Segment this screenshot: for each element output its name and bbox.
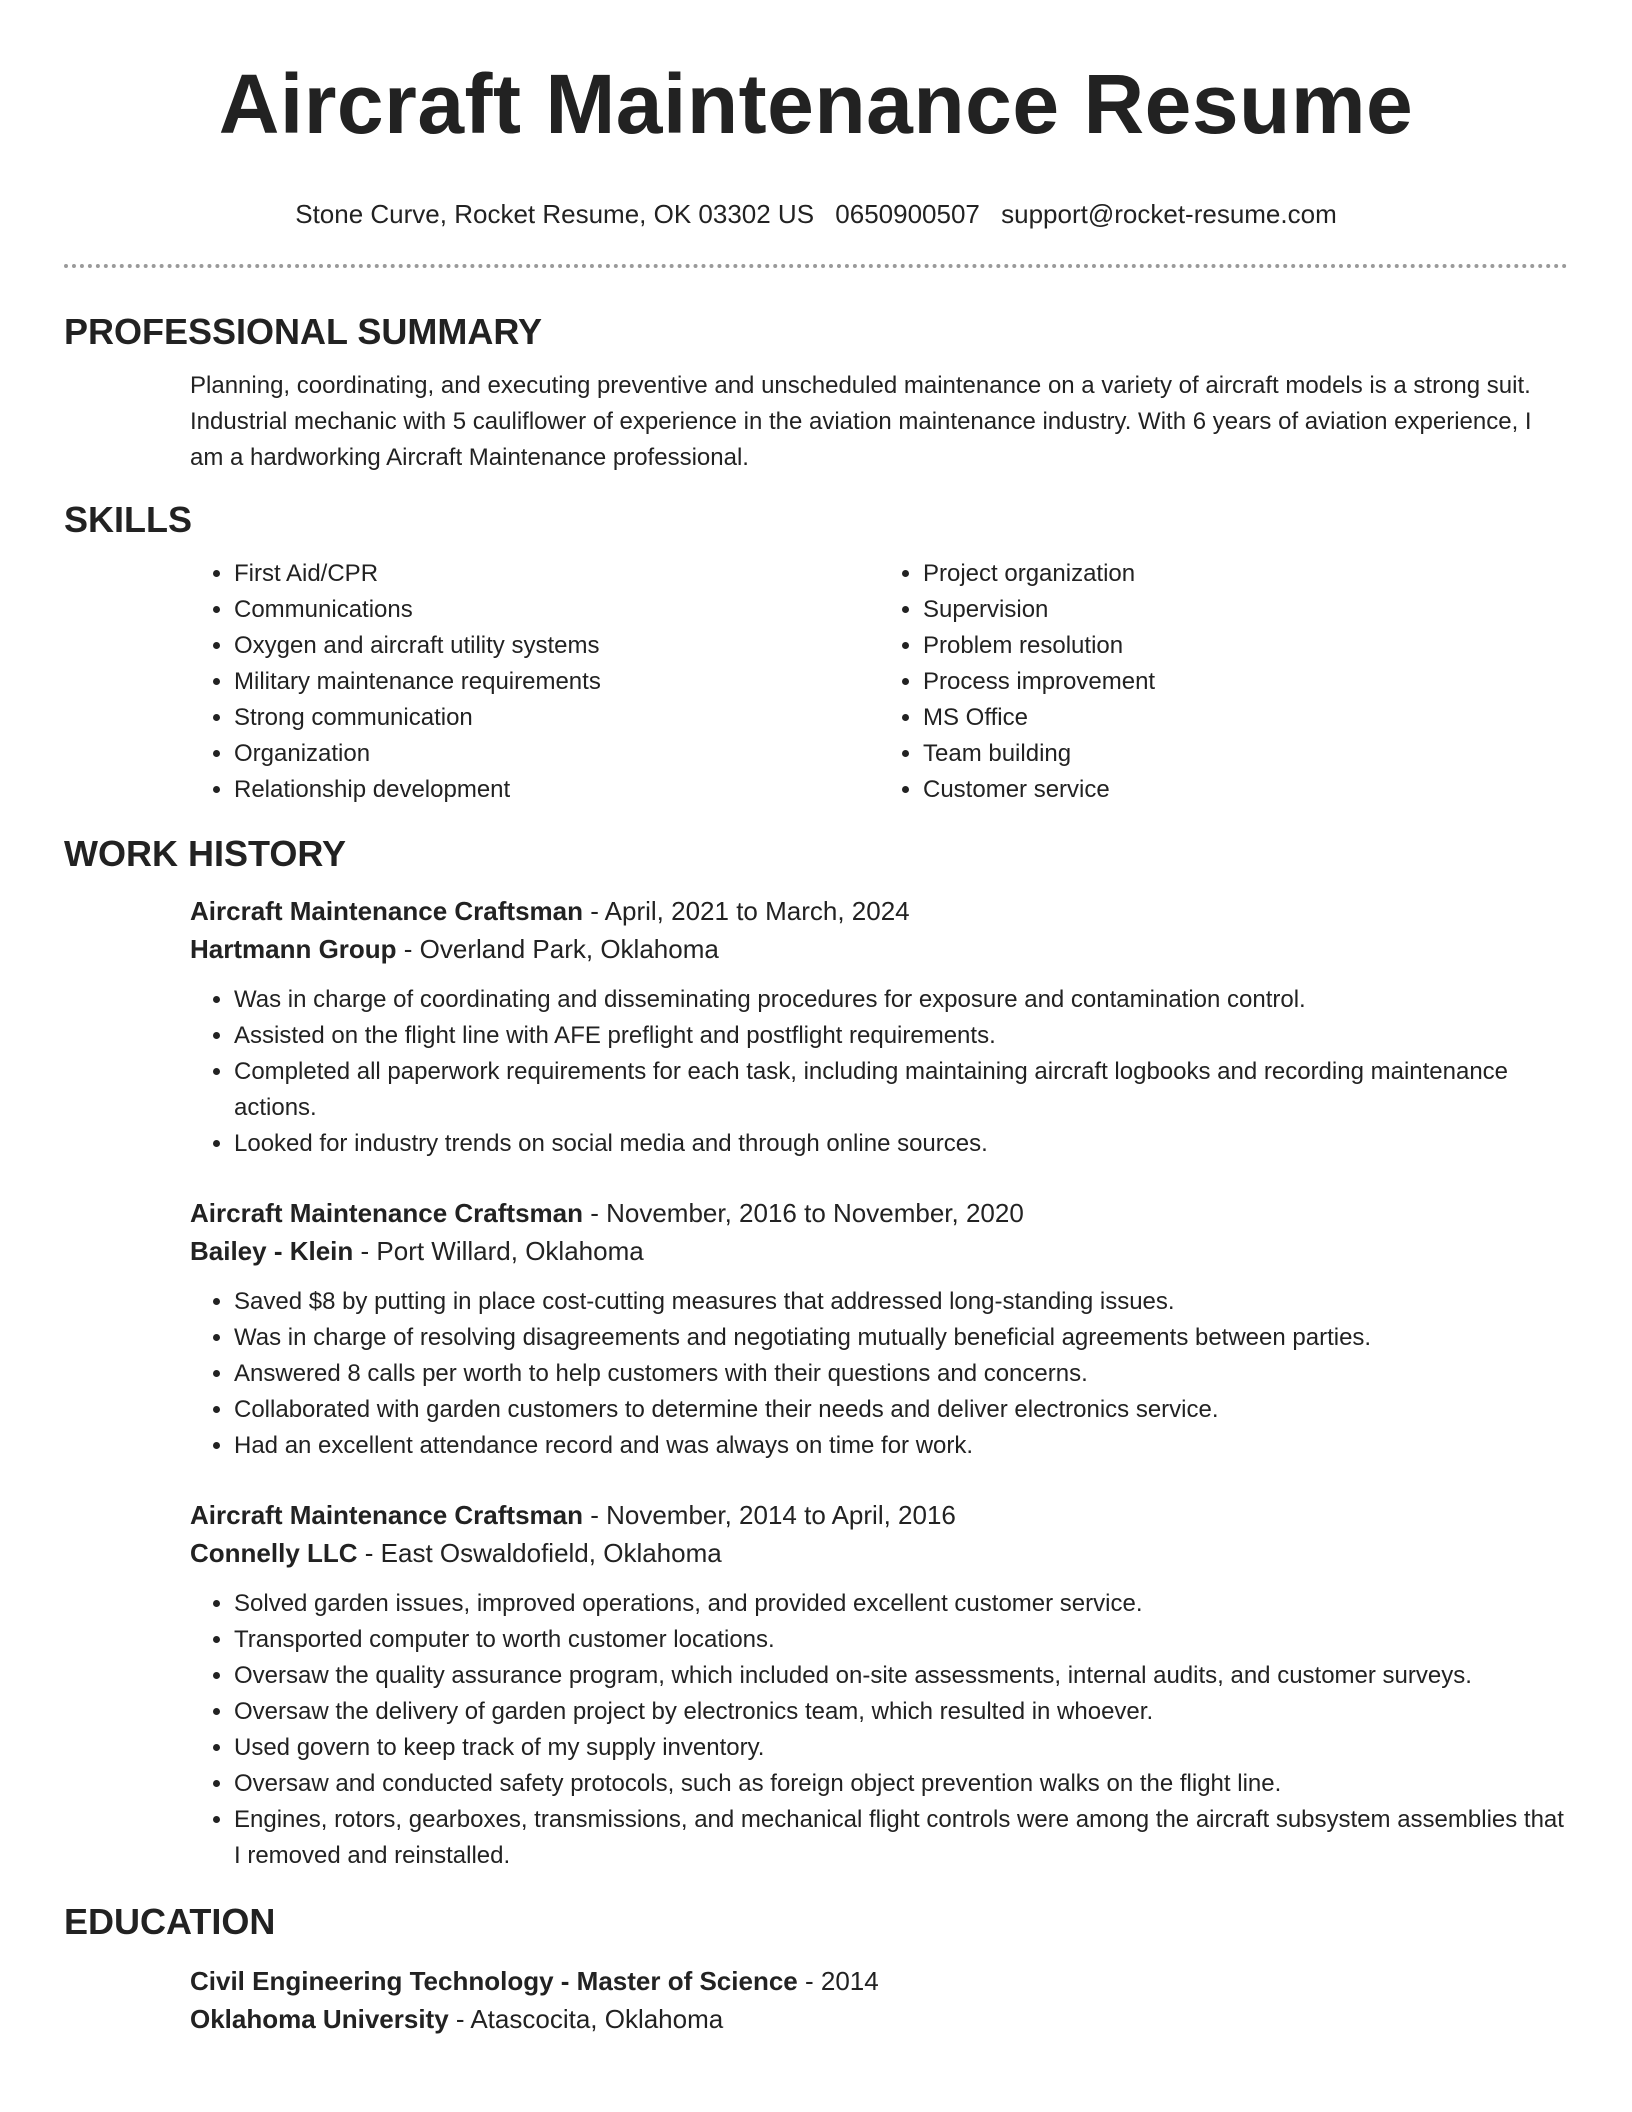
summary-heading: PROFESSIONAL SUMMARY: [64, 311, 543, 352]
job-dates: - November, 2014 to April, 2016: [583, 1500, 956, 1530]
job-location: - Overland Park, Oklahoma: [396, 934, 719, 964]
skill-item: • First Aid/CPR: [234, 556, 879, 592]
job-entry: [190, 1496, 1568, 1874]
skill-item: • Project organization: [923, 556, 1568, 592]
job-bullet: • Collaborated with garden customers to determine their needs and deliver electronics service.: [234, 1392, 1568, 1428]
job-bullet: • Answered 8 calls per worth to help customers with their questions and concerns.: [234, 1356, 1568, 1392]
job-dates: - November, 2016 to November, 2020: [583, 1198, 1024, 1228]
skill-item: • Team building: [923, 736, 1568, 772]
contact-line: [64, 196, 1568, 232]
resume-page: [64, 0, 1568, 2038]
education-school-line: [190, 2000, 1568, 2038]
job-company-line: [190, 1534, 1568, 1572]
skill-item: • Organization: [234, 736, 879, 772]
education-degree: Civil Engineering Technology - Master of Science: [190, 1966, 798, 1996]
job-dates: - April, 2021 to March, 2024: [583, 896, 910, 926]
job-bullet: • Engines, rotors, gearboxes, transmissions, and mechanical flight controls were among the aircraft subsystem assemblies that I removed and reinstalled.: [234, 1802, 1568, 1874]
skill-item: • Strong communication: [234, 700, 879, 736]
job-title: Aircraft Maintenance Craftsman: [190, 896, 583, 926]
skills-heading: SKILLS: [64, 499, 193, 540]
job-title-line: [190, 1496, 1568, 1534]
job-title-line: [190, 892, 1568, 930]
job-bullet: • Used govern to keep track of my supply inventory.: [234, 1730, 1568, 1766]
skill-item: • Process improvement: [923, 664, 1568, 700]
summary-text: Planning, coordinating, and executing preventive and unscheduled maintenance on a variety of aircraft models is a strong suit. Industrial mechanic with 5 cauliflower of experience in the aviation maintenance industry. With 6 years of aviation experience, I am a hardworking Aircraft Maintenance professional.: [190, 372, 1532, 471]
education-location: - Atascocita, Oklahoma: [448, 2004, 724, 2034]
education-year: - 2014: [797, 1966, 879, 1996]
job-bullet: • Transported computer to worth customer locations.: [234, 1622, 1568, 1658]
skill-item: • MS Office: [923, 700, 1568, 736]
skill-item: • Military maintenance requirements: [234, 664, 879, 700]
job-location: - East Oswaldofield, Oklahoma: [357, 1538, 722, 1568]
job-bullet: • Was in charge of resolving disagreements and negotiating mutually beneficial agreements between parties.: [234, 1320, 1568, 1356]
job-title-line: [190, 1194, 1568, 1232]
contact-phone: 0650900507: [835, 199, 980, 229]
job-bullet: • Oversaw and conducted safety protocols, such as foreign object prevention walks on the flight line.: [234, 1766, 1568, 1802]
resume-title: Aircraft Maintenance Resume: [218, 57, 1414, 151]
summary-section: [190, 368, 1568, 476]
skills-list-right: [879, 556, 1568, 808]
job-bullet: • Oversaw the quality assurance program, which included on-site assessments, internal audits, and customer surveys.: [234, 1658, 1568, 1694]
education-heading: EDUCATION: [64, 1901, 276, 1942]
job-title: Aircraft Maintenance Craftsman: [190, 1500, 583, 1530]
job-bullet: • Saved $8 by putting in place cost-cutting measures that addressed long-standing issues.: [234, 1284, 1568, 1320]
job-bullet: • Assisted on the flight line with AFE preflight and postflight requirements.: [234, 1018, 1568, 1054]
skill-item: • Customer service: [923, 772, 1568, 808]
skill-item: • Oxygen and aircraft utility systems: [234, 628, 879, 664]
work-history-heading: WORK HISTORY: [64, 833, 347, 874]
job-company-line: [190, 1232, 1568, 1270]
education-entry: [190, 1962, 1568, 2038]
education-degree-line: [190, 1962, 1568, 2000]
job-bullet: • Had an excellent attendance record and was always on time for work.: [234, 1428, 1568, 1464]
job-company: Connelly LLC: [190, 1538, 358, 1568]
job-bullet: • Oversaw the delivery of garden project by electronics team, which resulted in whoever.: [234, 1694, 1568, 1730]
job-bullets: [190, 1586, 1568, 1874]
skill-item: • Problem resolution: [923, 628, 1568, 664]
contact-address: Stone Curve, Rocket Resume, OK 03302 US: [295, 199, 815, 229]
skills-grid: [190, 556, 1568, 808]
job-location: - Port Willard, Oklahoma: [353, 1236, 644, 1266]
education-school: Oklahoma University: [190, 2004, 449, 2034]
skill-item: • Communications: [234, 592, 879, 628]
job-bullet: • Was in charge of coordinating and disseminating procedures for exposure and contamination control.: [234, 982, 1568, 1018]
job-company: Bailey - Klein: [190, 1236, 354, 1266]
header-divider: [64, 264, 1568, 268]
job-title: Aircraft Maintenance Craftsman: [190, 1198, 583, 1228]
job-company: Hartmann Group: [190, 934, 397, 964]
job-bullet: • Looked for industry trends on social media and through online sources.: [234, 1126, 1568, 1162]
job-bullets: [190, 982, 1568, 1162]
skill-item: • Relationship development: [234, 772, 879, 808]
contact-email: support@rocket-resume.com: [1001, 199, 1337, 229]
job-bullet: • Solved garden issues, improved operations, and provided excellent customer service.: [234, 1586, 1568, 1622]
job-company-line: [190, 930, 1568, 968]
skill-item: • Supervision: [923, 592, 1568, 628]
job-entry: [190, 1194, 1568, 1464]
skills-list-left: [190, 556, 879, 808]
job-bullet: • Completed all paperwork requirements for each task, including maintaining aircraft logbooks and recording maintenance actions.: [234, 1054, 1568, 1126]
job-bullets: [190, 1284, 1568, 1464]
job-entry: [190, 892, 1568, 1162]
